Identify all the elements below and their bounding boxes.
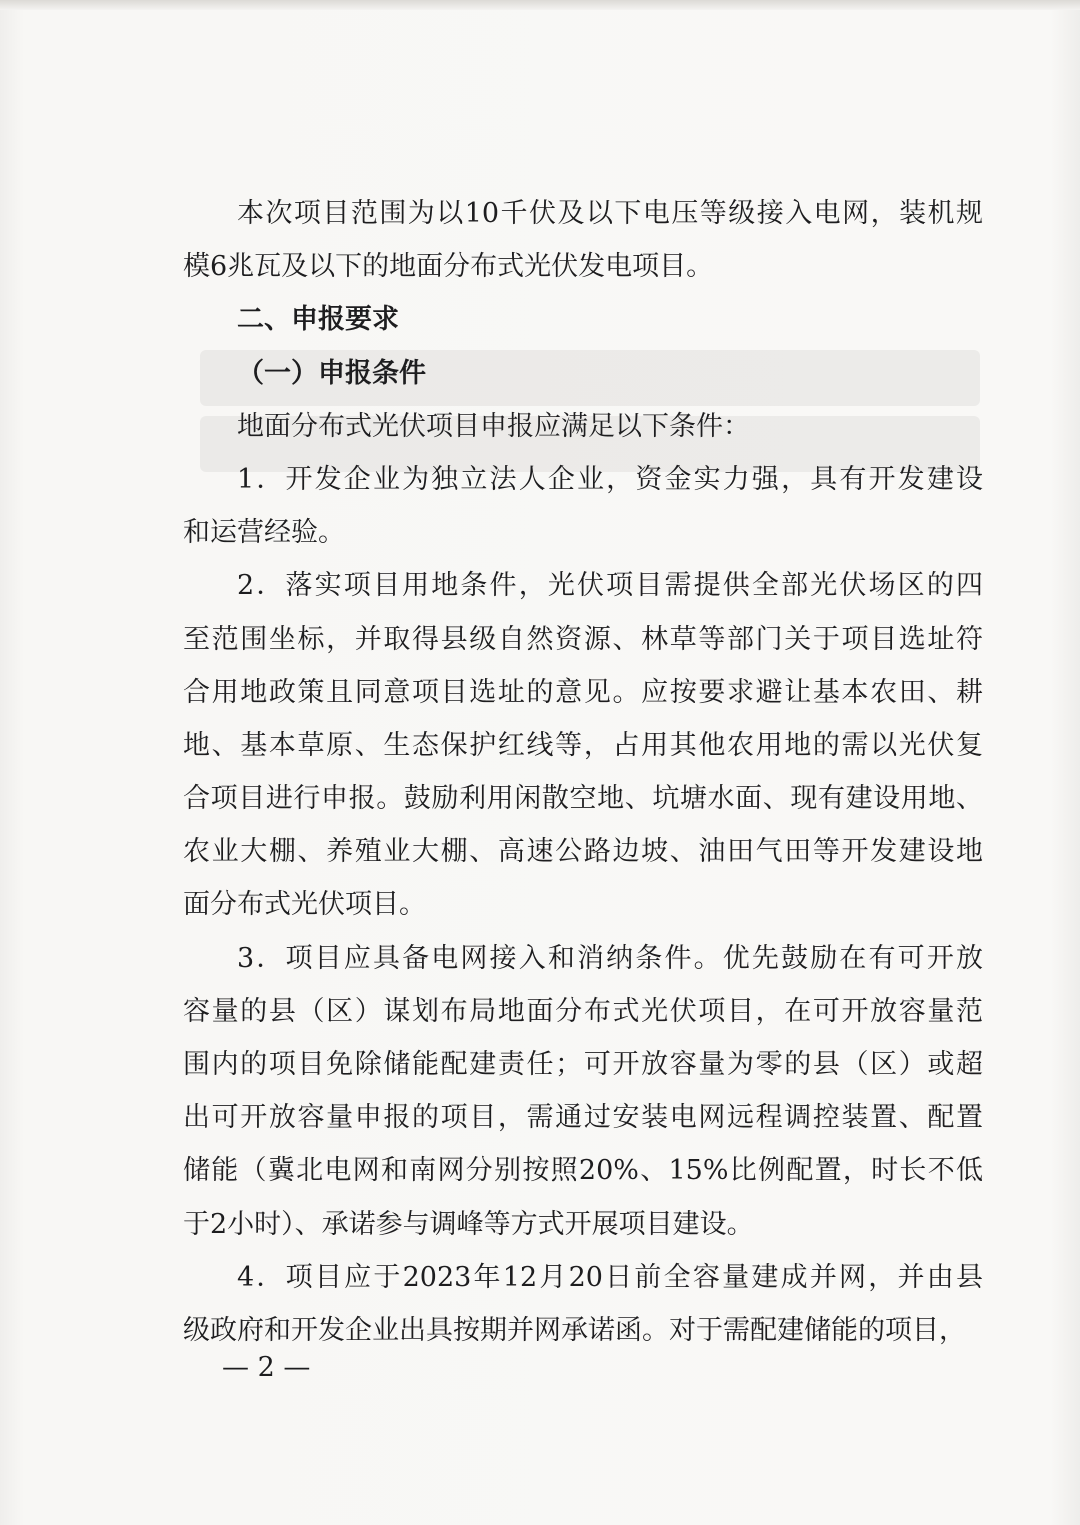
paragraph — [183, 1251, 983, 1357]
page-top-edge — [0, 0, 1080, 10]
text-line: 模6兆瓦及以下的地面分布式光伏发电项目。 — [183, 251, 714, 283]
text-line: 农业大棚、养殖业大棚、高速公路边坡、油田气田等开发建设地 — [183, 836, 983, 868]
text-line: 出可开放容量申报的项目，需通过安装电网远程调控装置、配置 — [183, 1102, 983, 1134]
paragraph — [183, 559, 983, 931]
section-heading — [183, 293, 983, 346]
text-line: 围内的项目免除储能配建责任；可开放容量为零的县（区）或超 — [183, 1049, 983, 1080]
text-line: 地面分布式光伏项目申报应满足以下条件： — [237, 410, 750, 442]
text-line: 级政府和开发企业出具按期并网承诺函。对于需配建储能的项目， — [183, 1314, 966, 1346]
text-line: 容量的县（区）谋划布局地面分布式光伏项目，在可开放容量范 — [183, 995, 983, 1027]
paragraph — [183, 453, 983, 559]
text-line: 本次项目范围为以10千伏及以下电压等级接入电网，装机规 — [237, 198, 983, 229]
document-body — [183, 187, 983, 1357]
text-line: 面分布式光伏项目。 — [183, 889, 426, 921]
text-line: 1．开发企业为独立法人企业，资金实力强，具有开发建设 — [237, 463, 983, 495]
text-line: 3．项目应具备电网接入和消纳条件。优先鼓励在有可开放 — [237, 942, 983, 974]
text-line: 合用地政策且同意项目选址的意见。应按要求避让基本农田、耕 — [183, 676, 983, 708]
paragraph — [183, 187, 983, 293]
text-line: 储能（冀北电网和南网分别按照20%、15%比例配置，时长不低 — [183, 1155, 983, 1187]
page-number: — 2 — — [222, 1352, 311, 1383]
paragraph — [183, 400, 983, 453]
text-line: 二、申报要求 — [237, 304, 399, 336]
text-line: 4．项目应于2023年12月20日前全容量建成并网，并由县 — [237, 1261, 983, 1293]
paragraph — [183, 932, 983, 1251]
text-line: 地、基本草原、生态保护红线等，占用其他农用地的需以光伏复 — [183, 729, 983, 761]
text-line: 和运营经验。 — [183, 517, 345, 549]
text-line: 合项目进行申报。鼓励利用闲散空地、坑塘水面、现有建设用地、 — [183, 783, 983, 815]
text-line: 2．落实项目用地条件，光伏项目需提供全部光伏场区的四 — [237, 570, 983, 602]
subsection-heading — [183, 347, 983, 400]
text-line: 至范围坐标，并取得县级自然资源、林草等部门关于项目选址符 — [183, 623, 983, 655]
text-line: 于2小时）、承诺参与调峰等方式开展项目建设。 — [183, 1208, 754, 1240]
text-line: （一）申报条件 — [237, 357, 426, 389]
